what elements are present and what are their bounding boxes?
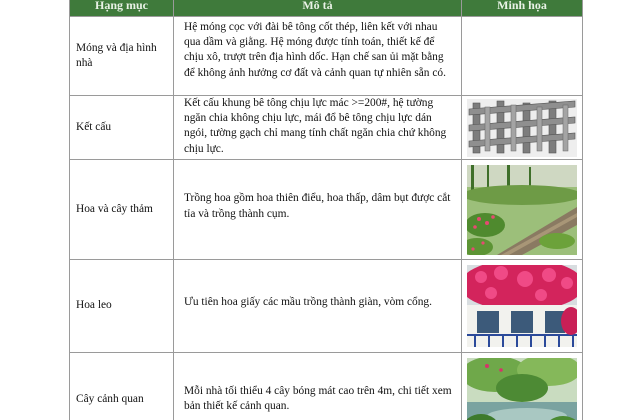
table-row bbox=[70, 160, 583, 260]
row-category: Hoa leo bbox=[70, 260, 174, 353]
row-illustration bbox=[462, 160, 583, 260]
row-description: Hệ móng cọc với đài bê tông cốt thép, liên kết với nhau qua dầm và giằng. Hệ móng được tính toán, thiết kế để chịu xô, trượt trên địa hình dốc. Hạn chế san ủi mặt bằng để không ảnh hưởng cơ đất và cảnh quan tự nhiên sẵn có. bbox=[174, 17, 462, 96]
row-illustration bbox=[462, 260, 583, 353]
bougainvillea-pergola-image bbox=[467, 265, 577, 347]
row-illustration bbox=[462, 353, 583, 420]
row-description: Mỗi nhà tối thiểu 4 cây bóng mát cao trên 4m, chi tiết xem bản thiết kế cảnh quan. bbox=[174, 353, 462, 420]
table-row bbox=[70, 353, 583, 420]
row-category: Kết cấu bbox=[70, 96, 174, 160]
row-category: Hoa và cây thảm bbox=[70, 160, 174, 260]
row-description: Trồng hoa gồm hoa thiên điểu, hoa thấp, dâm bụt được cắt tỉa và trồng thành cụm. bbox=[174, 160, 462, 260]
header-description: Mô tả bbox=[174, 0, 462, 17]
row-illustration-empty bbox=[462, 17, 583, 96]
table-header-row bbox=[70, 0, 583, 17]
table-row bbox=[70, 260, 583, 353]
row-description: Kết cấu khung bê tông chịu lực mác >=200#, hệ tường ngăn chia không chịu lực, mái đổ bê tông chịu lực dán ngói, tường gạch chỉ mang tính chất ngăn chia chứ không chịu lực. bbox=[174, 96, 462, 160]
header-illustration: Minh họa bbox=[462, 0, 583, 17]
row-category: Móng và địa hình nhà bbox=[70, 17, 174, 96]
row-illustration bbox=[462, 96, 583, 160]
table-row bbox=[70, 17, 583, 96]
row-description: Ưu tiên hoa giấy các mầu trồng thành giàn, vòm cổng. bbox=[174, 260, 462, 353]
table-row bbox=[70, 96, 583, 160]
row-category: Cây cảnh quan bbox=[70, 353, 174, 420]
specification-table bbox=[69, 0, 583, 420]
garden-flowers-image bbox=[467, 165, 577, 255]
header-category: Hạng mục bbox=[70, 0, 174, 17]
concrete-frame-structure-image bbox=[467, 99, 577, 157]
landscape-trees-image bbox=[467, 358, 577, 420]
